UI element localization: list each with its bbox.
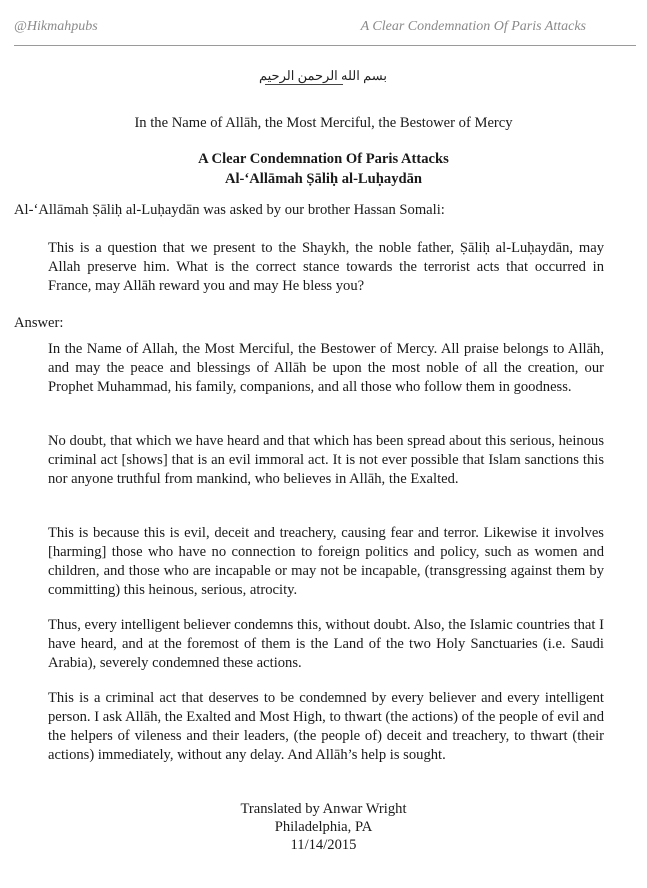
answer-text: This is a criminal act that deserves to be condemned by every believer and every intelligent person. I ask Allāh, the Exalted and Most High, to thwart (the actions) of the people of evil and the helpers of vileness and their leaders, (the people of) deceit and treachery, to thwart (their actions) immediately, without any delay. And Allāh’s help is sought. xyxy=(48,690,604,763)
document-author: Al-‘Allāmah Ṣāliḥ al-Luḥaydān xyxy=(224,171,423,187)
answer-paragraph-4 xyxy=(48,616,604,673)
answer-label: Answer: xyxy=(14,315,64,331)
basmala-underline xyxy=(265,84,343,85)
header-handle: @Hikmahpubs xyxy=(14,19,98,34)
question-text xyxy=(48,239,604,296)
answer-text: This is because this is evil, deceit and treachery, causing fear and terror. Likewise it involves [harming] those who have no connection to foreign politics and policy, such as women and children, and those who are incapable or may not be incapable, (transgressing against them by committing) this heinous, serious, atrocity. xyxy=(48,525,604,598)
translation-date: 11/14/2015 xyxy=(290,837,357,853)
translator-credit: Translated by Anwar Wright xyxy=(240,801,407,817)
answer-paragraph-2 xyxy=(48,432,604,489)
translator-location: Philadelphia, PA xyxy=(274,819,373,835)
page-header xyxy=(14,19,636,46)
document-title: A Clear Condemnation Of Paris Attacks xyxy=(198,151,449,167)
invocation: In the Name of Allāh, the Most Merciful, the Bestower of Mercy xyxy=(134,115,513,131)
basmala-calligraphy: بسم الله الرحمن الرحيم xyxy=(258,68,387,83)
question-paragraph: This is a question that we present to the Shaykh, the noble father, Ṣāliḥ al-Luḥaydān, may Allah preserve him. What is the correct stance towards the terrorist acts that occurred in France, may Allāh reward you and may He bless you? xyxy=(48,240,604,294)
answer-text: In the Name of Allah, the Most Merciful, the Bestower of Mercy. All praise belongs to Allāh, and may the peace and blessings of Allāh be upon the most noble of all the creation, our Prophet Muhammad, his family, companions, and all those who follow them in goodness. xyxy=(48,341,604,395)
answer-paragraph-5 xyxy=(48,689,604,765)
header-title: A Clear Condemnation Of Paris Attacks xyxy=(360,19,586,34)
answer-paragraph-1 xyxy=(48,340,604,397)
intro-text: Al-‘Allāmah Ṣāliḥ al-Luḥaydān was asked by our brother Hassan Somali: xyxy=(14,202,445,218)
answer-paragraph-3 xyxy=(48,524,604,600)
answer-text: No doubt, that which we have heard and that which has been spread about this serious, heinous criminal act [shows] that is an evil immoral act. It is not ever possible that Islam sanctions this nor anyone truthful from mankind, who believes in Allāh, the Exalted. xyxy=(48,433,604,487)
answer-text: Thus, every intelligent believer condemns this, without doubt. Also, the Islamic countries that I have heard, and at the foremost of them is the Land of the two Holy Sanctuaries (i.e. Saudi Arabia), severely condemned these actions. xyxy=(48,617,604,671)
